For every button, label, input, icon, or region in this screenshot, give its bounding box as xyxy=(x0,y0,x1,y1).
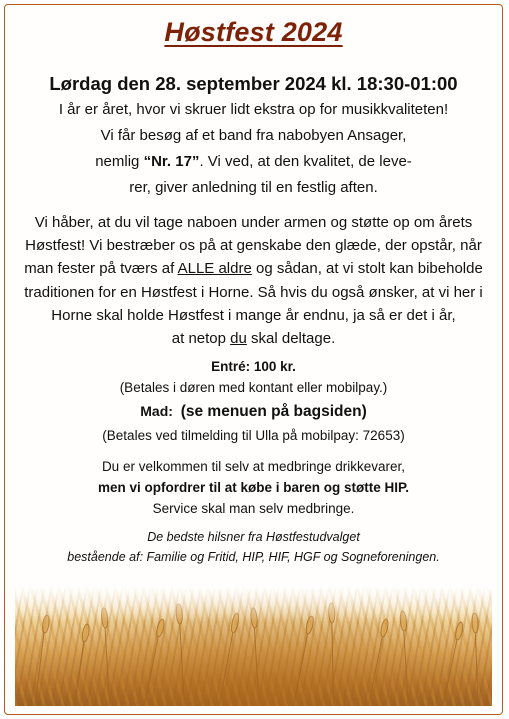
flyer-page xyxy=(4,4,503,715)
flyer-body xyxy=(5,71,502,567)
wheat-ears-illustration xyxy=(15,586,492,706)
food-line xyxy=(5,398,502,425)
wheat-field-image xyxy=(15,586,492,706)
food-menu-note: (se menuen på bagsiden) xyxy=(180,403,367,421)
intro-line-3-post: . Vi ved, at den kvalitet, de leve- xyxy=(199,153,412,170)
signature-line-1: De bedste hilsner fra Høstfestudvalget xyxy=(147,530,360,545)
drinks-line-3: Service skal man selv medbringe. xyxy=(152,501,355,517)
intro-line-3 xyxy=(5,149,502,175)
invite-line-3 xyxy=(5,257,502,280)
invite-line-1: Vi håber, at du vil tage naboen under armen og støtte op om årets xyxy=(34,214,473,231)
band-name: “Nr. 17” xyxy=(143,153,200,170)
invite-line-6-pre: at netop xyxy=(171,330,231,348)
invite-line-3-pre: man fester på tværs af xyxy=(24,260,178,278)
flyer-title: Høstfest 2024 xyxy=(164,17,343,47)
invite-line-2: Høstfest! Vi bestræber os på at genskabe den glæde, der opstår, når xyxy=(25,237,482,255)
all-ages-underlined: ALLE aldre xyxy=(177,260,252,278)
drinks-line-1: Du er velkommen til selv at medbringe drikkevarer, xyxy=(101,459,406,475)
signature-line-2: bestående af: Familie og Fritid, HIP, HIF, HGF og Sogneforeningen. xyxy=(67,550,440,565)
intro-line-1: I år er året, hvor vi skruer lidt ekstra op for musikkvaliteten! xyxy=(58,101,449,118)
invite-line-4: traditionen for en Høstfest i Horne. Så hvis du også ønsker, at vi her i xyxy=(24,283,483,301)
invite-line-5: Horne skal holde Høstfest i mange år endnu, ja så er det i år, xyxy=(51,306,456,324)
entrance-note: (Betales i døren med kontant eller mobilpay.) xyxy=(119,380,388,396)
food-payment-note: (Betales ved tilmelding til Ulla på mobilpay: 72653) xyxy=(102,428,405,444)
event-date: Lørdag den 28. september 2024 kl. 18:30-01:00 xyxy=(49,73,458,94)
invite-line-3-post: og sådan, at vi stolt kan bibeholde xyxy=(251,260,483,278)
food-label: Mad: xyxy=(140,403,173,420)
invite-line-6-post: skal deltage. xyxy=(246,330,336,348)
entrance-price: Entré: 100 kr. xyxy=(211,359,296,375)
intro-line-3-pre: nemlig xyxy=(95,153,144,170)
intro-line-4: rer, giver anledning til en festlig aften. xyxy=(129,179,378,196)
intro-line-2: Vi får besøg af et band fra nabobyen Ansager, xyxy=(100,127,407,144)
invite-line-6 xyxy=(5,327,502,350)
drinks-line-2: men vi opfordrer til at købe i baren og støtte HIP. xyxy=(97,480,410,496)
you-underlined: du xyxy=(230,330,247,348)
